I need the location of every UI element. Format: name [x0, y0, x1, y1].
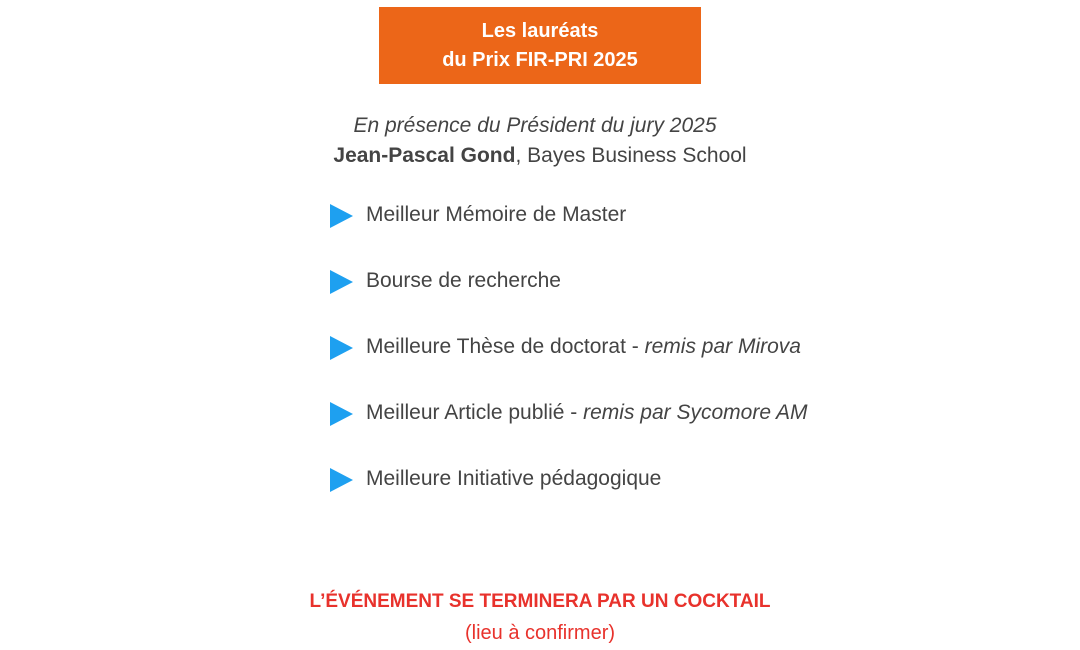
award-text [366, 331, 801, 363]
award-label: Meilleur Mémoire de Master [366, 203, 627, 226]
play-arrow-icon [330, 468, 353, 492]
award-label: Meilleure Initiative pédagogique [366, 467, 662, 490]
jury-president-section [0, 111, 1080, 171]
award-label: Meilleur Article publié [366, 401, 565, 424]
cocktail-announcement: L’ÉVÉNEMENT SE TERMINERA PAR UN COCKTAIL [309, 591, 771, 612]
presence-intro: En présence du Président du jury 2025 [353, 114, 717, 137]
award-label: Meilleure Thèse de doctorat [366, 335, 626, 358]
award-list [330, 199, 808, 529]
award-item [330, 199, 808, 265]
award-text [366, 397, 808, 429]
award-item [330, 331, 808, 397]
banner-title-line-2: du Prix FIR-PRI 2025 [442, 49, 638, 71]
closing-section [0, 588, 1080, 650]
award-separator: - [564, 401, 584, 424]
banner-title-line-1: Les lauréats [481, 20, 599, 42]
award-item [330, 463, 808, 529]
award-text [366, 199, 626, 231]
jury-president-affiliation: , Bayes Business School [515, 144, 747, 167]
play-arrow-icon [330, 336, 353, 360]
award-presenter: remis par Sycomore AM [583, 401, 808, 424]
award-item [330, 265, 808, 331]
jury-president-name: Jean-Pascal Gond [333, 144, 516, 167]
venue-note: (lieu à confirmer) [464, 622, 616, 644]
play-arrow-icon [330, 204, 353, 228]
award-presenter: remis par Mirova [644, 335, 801, 358]
play-arrow-icon [330, 402, 353, 426]
award-item [330, 397, 808, 463]
award-text [366, 265, 561, 297]
award-text [366, 463, 661, 495]
award-label: Bourse de recherche [366, 269, 561, 292]
play-arrow-icon [330, 270, 353, 294]
jury-president-line [0, 141, 1080, 171]
award-separator: - [625, 335, 645, 358]
laureates-banner [379, 7, 701, 84]
